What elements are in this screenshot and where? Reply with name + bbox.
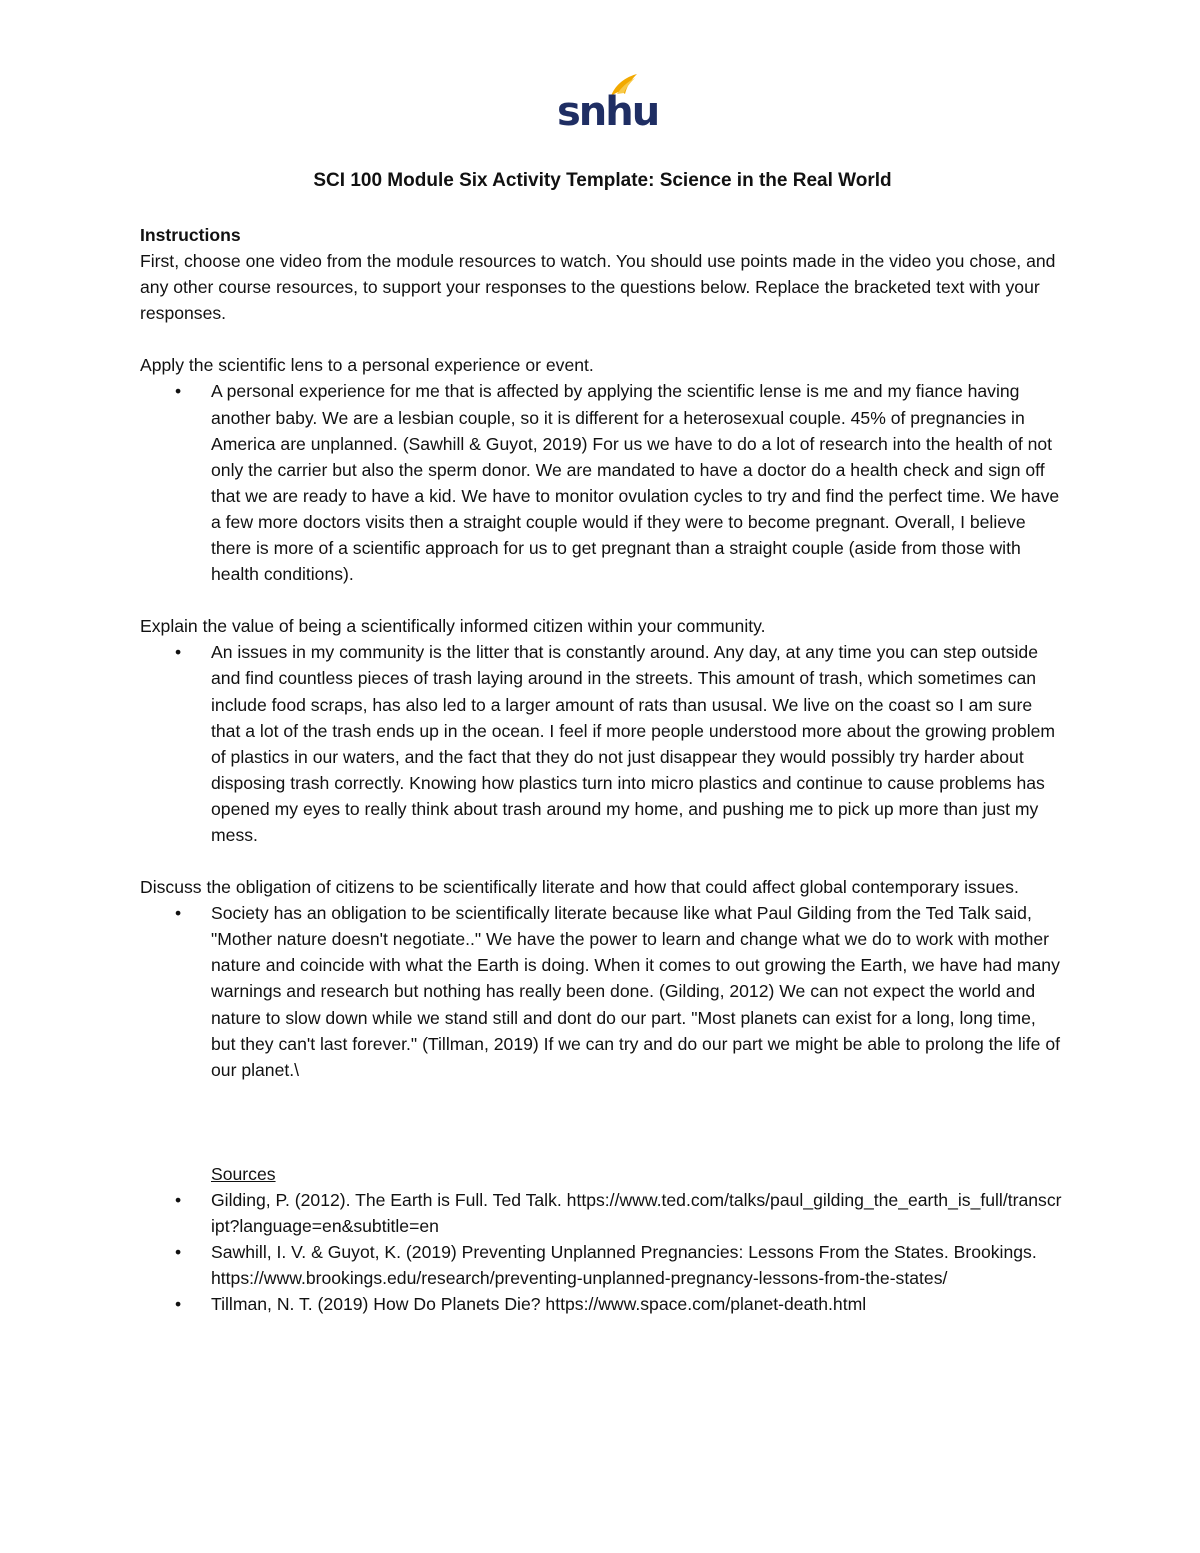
section-response-3 [140, 900, 1065, 1083]
section-response-1 [140, 378, 1065, 587]
bullet-icon: • [175, 1294, 182, 1315]
bullet-icon: • [175, 1242, 182, 1263]
section-prompt-3: Discuss the obligation of citizens to be scientifically literate and how that could affect global contemporary issues. [140, 877, 1019, 898]
section-response-list-3 [140, 900, 1065, 1083]
section-prompt-2: Explain the value of being a scientifically informed citizen within your community. [140, 616, 766, 637]
source-item [140, 1187, 1065, 1239]
bullet-icon: • [175, 1189, 182, 1210]
sources-list [140, 1187, 1065, 1317]
logo-wordmark: snhu [557, 89, 659, 135]
source-item [140, 1291, 1065, 1317]
sources-heading: Sources [211, 1163, 276, 1184]
source-link[interactable]: https://www.ted.com/talks/paul_gilding_the_earth_is_full/transcript?language=en&subtitle=en [211, 1189, 1062, 1236]
source-link[interactable]: https://www.space.com/planet-death.html [545, 1294, 867, 1315]
section-prompt-1: Apply the scientific lens to a personal experience or event. [140, 355, 594, 376]
response-text: An issues in my community is the litter that is constantly around. Any day, at any time you can step outside and find countless pieces of trash laying around in the streets. This amount of trash, which sometimes can include food scraps, has also led to a larger amount of rats than ususal. We live on the coast so I am sure that a lot of the trash ends up in the ocean. I feel if more people understood more about the growing problem of plastics in our waters, and the fact that they do not just disappear they would possibly try harder about disposing trash correctly. Knowing how plastics turn into micro plastics and continue to cause problems has opened my eyes to really think about trash around my home, and pushing me to pick up more than just my mess. [211, 642, 1056, 845]
response-text: Society has an obligation to be scientifically literate because like what Paul Gilding from the Ted Talk said, "Mother nature doesn't negotiate.." We have the power to learn and change what we do to work with mother nature and coincide with what the Earth is doing. When it comes to out growing the Earth, we have had many warnings and research but nothing has really been done. (Gilding, 2012) We can not expect the world and nature to slow down while we stand still and dont do our part. "Most planets can exist for a long, long time, but they can't last forever." (Tillman, 2019) If we can try and do our part we might be able to prolong the life of our planet.\ [211, 903, 1061, 1080]
instructions-body: First, choose one video from the module resources to watch. You should use points made in the video you chose, and any other course resources, to support your responses to the questions below. Replace the bracketed text with your responses. [140, 251, 1056, 324]
response-text: A personal experience for me that is affected by applying the scientific lense is me and my fiance having another baby. We are a lesbian couple, so it is different for a heterosexual couple. 45% of pregnancies in America are unplanned. (Sawhill & Guyot, 2019) For us we have to do a lot of research into the health of not only the carrier but also the sperm donor. We are mandated to have a doctor do a health check and sign off that we are ready to have a kid. We have to monitor ovulation cycles to try and find the perfect time. We have a few more doctors visits then a straight couple would if they were to become pregnant. Overall, I believe there is more of a scientific approach for us to get pregnant than a straight couple (aside from those with health conditions). [211, 381, 1060, 585]
document-title: SCI 100 Module Six Activity Template: Science in the Real World [313, 170, 892, 191]
section-response-list-1 [140, 378, 1065, 587]
source-link[interactable]: https://www.brookings.edu/research/preventing-unplanned-pregnancy-lessons-from-the-states/ [211, 1268, 948, 1289]
instructions-heading: Instructions [140, 225, 241, 245]
bullet-icon: • [175, 642, 182, 663]
source-citation: Tillman, N. T. (2019) How Do Planets Die? [211, 1294, 541, 1315]
section-response-list-2 [140, 639, 1065, 848]
bullet-icon: • [175, 903, 182, 924]
source-item [140, 1239, 1065, 1291]
source-citation: Sawhill, I. V. & Guyot, K. (2019) Preventing Unplanned Pregnancies: Lessons From the States. Brookings. [211, 1242, 1037, 1263]
document-body [140, 166, 1065, 1317]
snhu-logo [553, 72, 659, 135]
section-response-2 [140, 639, 1065, 848]
bullet-icon: • [175, 381, 182, 402]
source-citation: Gilding, P. (2012). The Earth is Full. Ted Talk. [211, 1189, 562, 1210]
